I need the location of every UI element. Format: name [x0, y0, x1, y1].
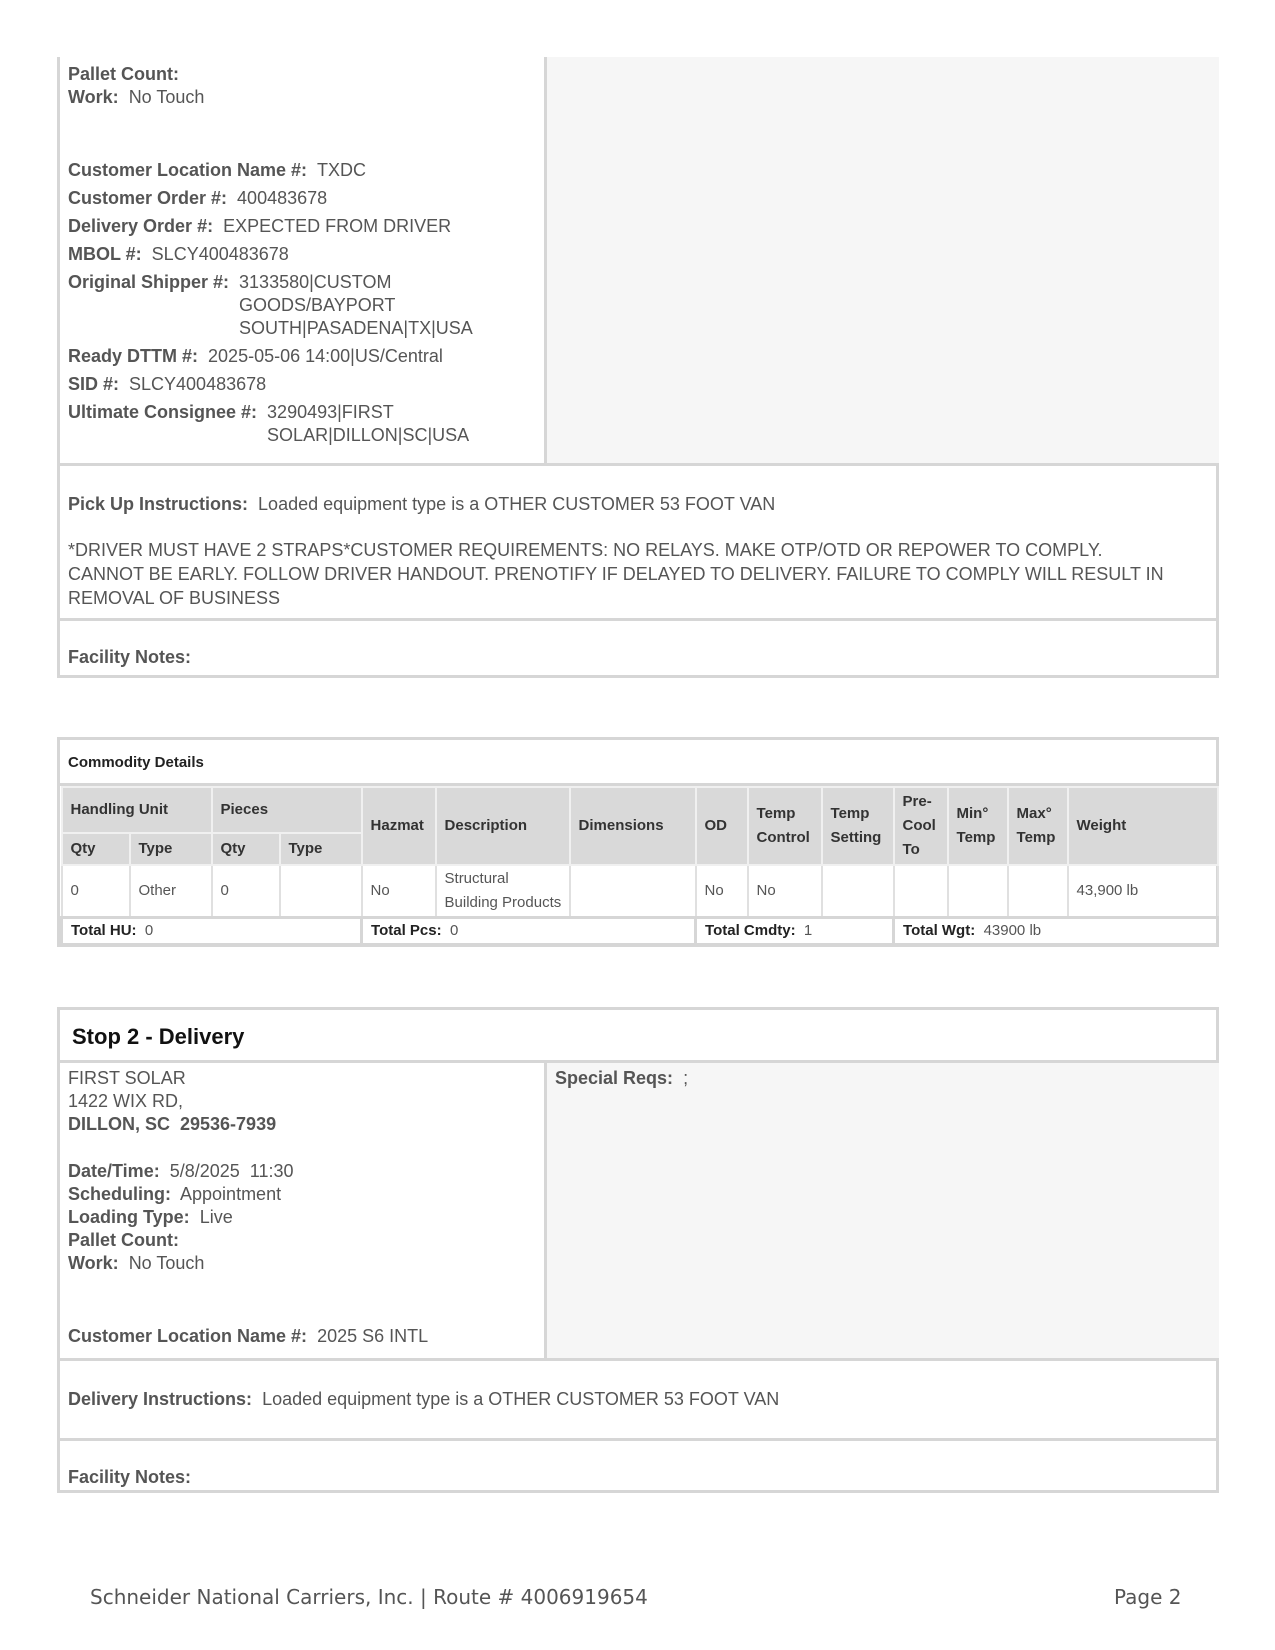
- datetime-value: 5/8/2025 11:30: [169, 1161, 294, 1181]
- consignee-city: DILLON, SC 29536-7939: [68, 1114, 277, 1134]
- cell-pc-type: [280, 865, 362, 917]
- total-wgt-label: Total Wgt:: [903, 921, 976, 939]
- ref-label: Delivery Order #:: [68, 216, 214, 236]
- pickup-instructions-value: Loaded equipment type is a OTHER CUSTOMER 53 FOOT VAN: [258, 494, 776, 514]
- facility-notes-label: Facility Notes:: [68, 647, 192, 667]
- header-weight: Weight: [1068, 787, 1218, 865]
- pickup-notes-line: *DRIVER MUST HAVE 2 STRAPS*CUSTOMER REQUIREMENTS: NO RELAYS. MAKE OTP/OTD OR REPOWER TO COMPLY.: [68, 540, 1103, 560]
- ref-label: Ultimate Consignee #:: [68, 402, 258, 422]
- work-value: No Touch: [128, 87, 205, 107]
- ref-row: [68, 215, 544, 238]
- description-line: Structural: [444, 869, 509, 887]
- pallet-count-label: Pallet Count:: [68, 1230, 179, 1250]
- scheduling-value: Appointment: [180, 1184, 282, 1204]
- footer-page-number: Page 2: [1114, 1585, 1182, 1609]
- loading-type-row: [68, 1206, 544, 1229]
- header-hu-type: Type: [130, 833, 212, 865]
- stop-2-special-reqs: [544, 1063, 1219, 1358]
- pickup-notes-line: CANNOT BE EARLY. FOLLOW DRIVER HANDOUT. PRENOTIFY IF DELAYED TO DELIVERY. FAILURE TO COMPLY WILL RESULT IN: [68, 564, 1164, 584]
- footer-route: Schneider National Carriers, Inc. | Route # 4006919654: [90, 1585, 648, 1609]
- datetime-row: [68, 1160, 544, 1183]
- datetime-label: Date/Time:: [68, 1161, 160, 1181]
- ref-value: SOLAR|DILLON|SC|USA: [267, 425, 470, 445]
- pickup-notes-line: REMOVAL OF BUSINESS: [68, 588, 281, 608]
- header-line: Pre-: [902, 793, 932, 810]
- pallet-count-label: Pallet Count:: [68, 64, 179, 84]
- header-pc-qty: Qty: [212, 833, 280, 865]
- table-row: [62, 865, 1218, 917]
- pickup-instructions: [60, 463, 1216, 618]
- delivery-instructions-label: Delivery Instructions:: [68, 1389, 253, 1409]
- cell-pc-qty: 0: [212, 865, 280, 917]
- header-min-temp: [948, 787, 1008, 865]
- ref-label: Customer Location Name #:: [68, 160, 308, 180]
- ref-value: SLCY400483678: [151, 244, 289, 264]
- delivery-instructions: [60, 1358, 1216, 1438]
- header-line: Max°: [1016, 805, 1052, 822]
- consignee-name: FIRST SOLAR: [68, 1068, 186, 1088]
- work-label: Work:: [68, 87, 119, 107]
- stop-2-panel: [57, 1007, 1219, 1493]
- ref-row: [68, 243, 544, 266]
- work-label: Work:: [68, 1253, 119, 1273]
- header-handling-unit: Handling Unit: [62, 787, 212, 833]
- scheduling-label: Scheduling:: [68, 1184, 171, 1204]
- header-line: Temp: [1016, 829, 1056, 846]
- ref-row: [68, 401, 544, 447]
- ref-label: MBOL #:: [68, 244, 142, 264]
- header-hazmat: Hazmat: [362, 787, 436, 865]
- totals-row: [62, 917, 1218, 944]
- header-line: Temp: [830, 805, 870, 822]
- description-line: Building Products: [444, 893, 562, 911]
- cell-hu-type: Other: [130, 865, 212, 917]
- header-hu-qty: Qty: [62, 833, 130, 865]
- scheduling-row: [68, 1183, 544, 1206]
- ref-value: SLCY400483678: [129, 374, 267, 394]
- ref-value: 400483678: [237, 188, 328, 208]
- ref-value: 2025-05-06 14:00|US/Central: [208, 346, 443, 366]
- ref-row: [68, 373, 544, 396]
- cell-description: [436, 865, 570, 917]
- ref-row: [68, 159, 544, 182]
- loading-type-label: Loading Type:: [68, 1207, 190, 1227]
- ref-value: GOODS/BAYPORT: [239, 295, 396, 315]
- header-line: Temp: [956, 829, 996, 846]
- total-wgt: [894, 917, 1218, 944]
- total-pcs-value: 0: [449, 921, 459, 939]
- ref-value: SOUTH|PASADENA|TX|USA: [239, 318, 473, 338]
- cell-temp-control: No: [748, 865, 822, 917]
- header-pc-type: Type: [280, 833, 362, 865]
- total-pcs-label: Total Pcs:: [371, 921, 442, 939]
- work-value: No Touch: [128, 1253, 205, 1273]
- commodity-table: [60, 786, 1219, 946]
- ref-label: Ready DTTM #:: [68, 346, 199, 366]
- stop-1-special-reqs-area: [544, 57, 1219, 463]
- total-hu: [62, 917, 362, 944]
- cell-max-temp: [1008, 865, 1068, 917]
- ref-value: 3133580|CUSTOM: [239, 272, 392, 292]
- header-od: OD: [696, 787, 748, 865]
- cell-hu-qty: 0: [62, 865, 130, 917]
- total-wgt-value: 43900 lb: [983, 921, 1042, 939]
- total-cmdty: [696, 917, 894, 944]
- total-hu-value: 0: [144, 921, 154, 939]
- customer-location-row: [68, 1325, 544, 1348]
- stop-1-facility-notes: [60, 618, 1216, 675]
- header-max-temp: [1008, 787, 1068, 865]
- ref-label: Original Shipper #:: [68, 272, 230, 292]
- stop-2-details: [60, 1063, 544, 1358]
- header-pieces: Pieces: [212, 787, 362, 833]
- header-line: Setting: [830, 829, 882, 846]
- pallet-count-row: [68, 1229, 544, 1252]
- header-dimensions: Dimensions: [570, 787, 696, 865]
- header-line: To: [902, 841, 920, 858]
- ref-label: Customer Order #:: [68, 188, 228, 208]
- stop-1-details: [60, 57, 544, 463]
- header-temp-setting: [822, 787, 894, 865]
- facility-notes-label: Facility Notes:: [68, 1467, 192, 1487]
- cell-min-temp: [948, 865, 1008, 917]
- stop-2-facility-notes: [60, 1438, 1216, 1493]
- commodity-title: Commodity Details: [60, 740, 1216, 786]
- reference-list: [68, 159, 544, 447]
- header-pre-cool-to: [894, 787, 948, 865]
- ref-value: TXDC: [317, 160, 367, 180]
- ref-row: [68, 345, 544, 368]
- special-reqs-value: ;: [683, 1068, 689, 1088]
- special-reqs-label: Special Reqs:: [555, 1068, 674, 1088]
- loading-type-value: Live: [199, 1207, 233, 1227]
- total-hu-label: Total HU:: [71, 921, 137, 939]
- customer-location-label: Customer Location Name #:: [68, 1326, 308, 1346]
- header-line: Cool: [902, 817, 936, 834]
- stop-1-panel: [57, 57, 1219, 678]
- cell-od: No: [696, 865, 748, 917]
- pickup-instructions-label: Pick Up Instructions:: [68, 494, 249, 514]
- cell-weight: 43,900 lb: [1068, 865, 1218, 917]
- cell-pre-cool-to: [894, 865, 948, 917]
- work-row: [68, 86, 544, 109]
- header-line: Temp: [756, 805, 796, 822]
- ref-row: [68, 271, 544, 340]
- work-row: [68, 1252, 544, 1275]
- ref-value: 3290493|FIRST: [267, 402, 394, 422]
- pallet-count-row: [68, 63, 544, 86]
- ref-label: SID #:: [68, 374, 120, 394]
- header-description: Description: [436, 787, 570, 865]
- commodity-details-panel: [57, 737, 1219, 947]
- stop-2-title: Stop 2 - Delivery: [60, 1010, 1216, 1063]
- ref-value: EXPECTED FROM DRIVER: [223, 216, 452, 236]
- total-cmdty-label: Total Cmdty:: [705, 921, 796, 939]
- cell-temp-setting: [822, 865, 894, 917]
- consignee-address: 1422 WIX RD,: [68, 1091, 184, 1111]
- total-pcs: [362, 917, 696, 944]
- cell-dimensions: [570, 865, 696, 917]
- header-temp-control: [748, 787, 822, 865]
- delivery-instructions-value: Loaded equipment type is a OTHER CUSTOMER 53 FOOT VAN: [262, 1389, 780, 1409]
- total-cmdty-value: 1: [803, 921, 813, 939]
- cell-hazmat: No: [362, 865, 436, 917]
- header-line: Min°: [956, 805, 989, 822]
- ref-row: [68, 187, 544, 210]
- header-line: Control: [756, 829, 810, 846]
- customer-location-value: 2025 S6 INTL: [317, 1326, 429, 1346]
